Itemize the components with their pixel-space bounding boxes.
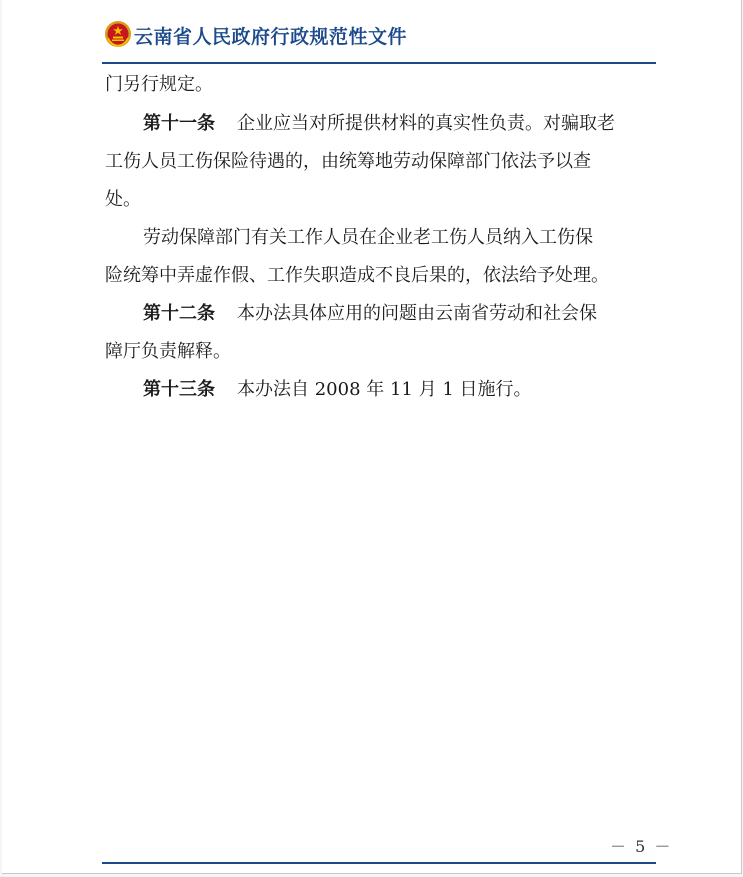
- footer-divider: [102, 862, 656, 864]
- article-11-text-3: 处。: [105, 189, 141, 210]
- article-12-first-line: [143, 299, 597, 329]
- paragraph-2-line-2: 险统筹中弄虚作假、工作失职造成不良后果的，依法给予处理。: [105, 265, 609, 286]
- continuation-line: 门另行规定。: [105, 74, 213, 95]
- article-13-line: [143, 375, 532, 405]
- article-13-text-1: 本办法自 2008 年 11 月 1 日施行。: [237, 379, 532, 400]
- national-emblem-icon: [104, 20, 132, 48]
- document-page: [2, 0, 742, 874]
- article-11-label: 第十一条: [143, 113, 215, 134]
- article-11-text-1: 企业应当对所提供材料的真实性负责。对骗取老: [237, 113, 615, 134]
- article-11-first-line: [143, 109, 615, 139]
- article-11-text-2: 工伤人员工伤保险待遇的，由统筹地劳动保障部门依法予以查: [105, 151, 591, 172]
- document-header: [104, 18, 656, 64]
- paragraph-2-line-1: 劳动保障部门有关工作人员在企业老工伤人员纳入工伤保: [143, 227, 593, 248]
- article-12-text-2: 障厅负责解释。: [105, 341, 231, 362]
- page-number: － 5 －: [610, 837, 673, 856]
- header-divider: [102, 62, 656, 64]
- article-13-label: 第十三条: [143, 379, 215, 400]
- article-12-text-1: 本办法具体应用的问题由云南省劳动和社会保: [237, 303, 597, 324]
- header-title: 云南省人民政府行政规范性文件: [134, 26, 408, 48]
- article-12-label: 第十二条: [143, 303, 215, 324]
